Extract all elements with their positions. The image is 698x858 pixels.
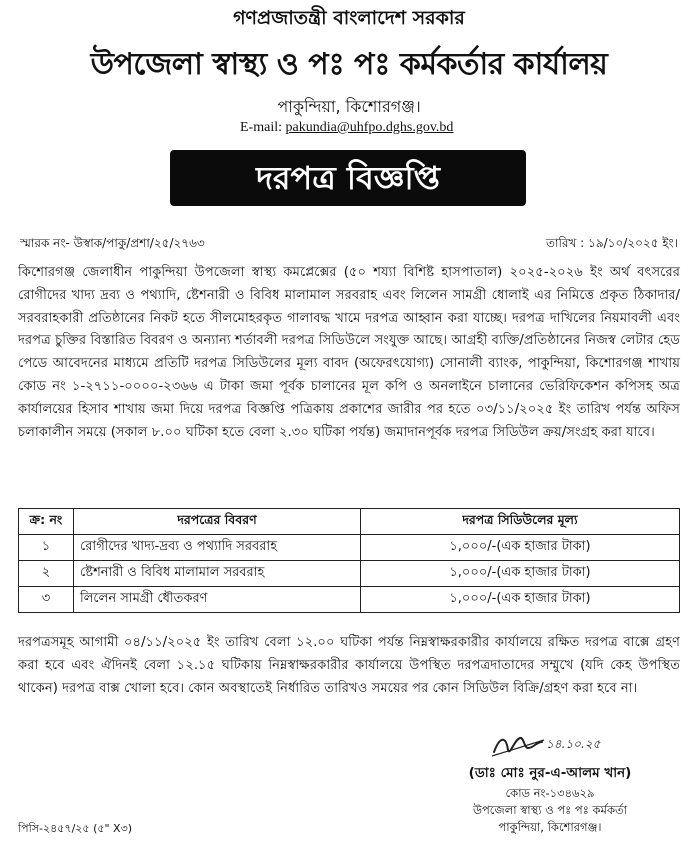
notice-title-banner (170, 150, 526, 206)
signature-date: ১৪.১০.২৫ (546, 737, 601, 751)
email-link[interactable]: pakundia@uhfpo.dghs.gov.bd (285, 120, 454, 135)
body-paragraph: কিশোরগঞ্জ জেলাধীন পাকুন্দিয়া উপজেলা স্বাস্থ্য কমপ্লেক্সের (৫০ শয্যা বিশিষ্ট হাসপাতাল) ২০২৫-২০২৬ ইং অর্থ বৎসরের রোগীদের খাদ্য দ্রব্য ও পথ্যাদি, ষ্টেশনারী ও বিবিধ মালামাল সরবরাহ এবং লিলেন সামগ্রী ধোলাই এর নিমিত্তে প্রকৃত ঠিকাদার/সরবরাহকারী প্রতিষ্ঠানের নিকট হতে সীলমোহরকৃত গালাবদ্ধ খামে দরপত্র আহ্বান করা যাচ্ছে। দরপত্র দাখিলের নিয়মাবলী এবং দরপত্র চুক্তির বিস্তারিত বিবরণ ও অন্যান্য শর্তাবলী দরপত্র সিডিউলে সংযুক্ত আছে। আগ্রহী ব্যক্তি/প্রতিষ্ঠানের নিজস্ব লেটার হেড পেডে আবেদনের মাধ্যমে প্রতিটি দরপত্র সিডিউলের মূল্য বাবদ (অফেরৎযোগ্য) সোনালী ব্যাংক, পাকুন্দিয়া, কিশোরগঞ্জ শাখায় কোড নং ১-২৭১১-০০০০-২৩৬৬ এ টাকা জমা পূর্বক চালানের মূল কপি ও অনলাইনে চালানের ভেরিফিকেশন কপিসহ অত্র কার্যালয়ের হিসাব শাখায় জমা দিয়ে দরপত্র বিজ্ঞপ্তি পত্রিকায় প্রকাশের জারীর পর হতে ০৩/১১/২০২৫ ইং তারিখ পর্যন্ত অফিস চলাকালীন সময়ে (সকাল ৮.০০ ঘটিকা হতে বেলা ২.৩০ ঘটিকা পর্যন্ত) জমাদানপূর্বক দরপত্র সিডিউল ক্রয়/সংগ্রহ করা যাবে। (18, 265, 680, 440)
row-serial: ২ (19, 561, 74, 587)
row-description: ষ্টেশনারী ও বিবিধ মালামাল সরবরাহ (74, 561, 361, 587)
header-serial: ক্র: নং (19, 509, 74, 535)
row-serial: ১ (19, 535, 74, 561)
header-price: দরপত্র সিডিউলের মূল্য (361, 509, 680, 535)
table-row (19, 535, 680, 561)
row-price: ১,০০০/-(এক হাজার টাকা) (361, 561, 680, 587)
header-description: দরপত্রের বিবরণ (74, 509, 361, 535)
row-description: লিলেন সামগ্রী ধৌতকরণ (74, 587, 361, 613)
closing-paragraph: দরপত্রসমূহ আগামী ০৪/১১/২০২৫ ইং তারিখ বেলা ১২.০০ ঘটিকা পর্যন্ত নিম্নস্বাক্ষরকারীর কার্যালয়ে রক্ষিত দরপত্র বাক্সে গ্রহণ করা হবে এবং ঐদিনই বেলা ১২.১৫ ঘটিকায় নিম্নস্বাক্ষরকারীর কার্যালয়ে উপস্থিত দরপত্রদাতাদের সম্মুখে (যদি কেহ উপস্থিত থাকেন) দরপত্র বাক্স খোলা হবে। কোন অবস্থাতেই নির্ধারিত তারিখও সময়ের পর কোন সিডিউল বিক্রি/গ্রহণ করা হবে না। (18, 635, 680, 696)
email-label: E-mail: (240, 120, 282, 135)
notice-title: দরপত্র বিজ্ঞপ্তি (256, 159, 440, 197)
signatory-code: কোড নং-১৩৪৬২৯ (505, 786, 595, 800)
memo-number: স্মারক নং- উস্বাক/পাকু/প্রশা/২৫/২৭৬৩ (20, 236, 205, 250)
row-price: ১,০০০/-(এক হাজার টাকা) (361, 587, 680, 613)
email-line (240, 120, 453, 136)
signatory-designation: উপজেলা স্বাস্থ্য ও পঃ পঃ কর্মকর্তা (473, 803, 627, 817)
row-description: রোগীদের খাদ্য-দ্রব্য ও পথ্যাদি সরবরাহ (74, 535, 361, 561)
row-price: ১,০০০/-(এক হাজার টাকা) (361, 535, 680, 561)
table-header-row (19, 509, 680, 535)
table-row (19, 561, 680, 587)
handwritten-signature (490, 726, 630, 762)
office-name: উপজেলা স্বাস্থ্য ও পঃ পঃ কর্মকর্তার কার্যালয় (90, 47, 608, 82)
memo-date: তারিখ : ১৯/১০/২০২৫ ইং। (545, 236, 678, 250)
row-serial: ৩ (19, 587, 74, 613)
signatory-name: (ডাঃ মোঃ নুর-এ-আলম খান) (468, 765, 632, 781)
government-name: গণপ্রজাতন্ত্রী বাংলাদেশ সরকার (233, 7, 465, 29)
schedule-table (18, 508, 680, 613)
footer-code: পিসি-২৪৫৭/২৫ (৫" X৩) (18, 822, 133, 835)
office-location: পাকুন্দিয়া, কিশোরগঞ্জ। (277, 97, 421, 116)
signatory-block (430, 762, 670, 836)
table-row (19, 587, 680, 613)
signatory-location: পাকুন্দিয়া, কিশোরগঞ্জ। (498, 820, 602, 834)
